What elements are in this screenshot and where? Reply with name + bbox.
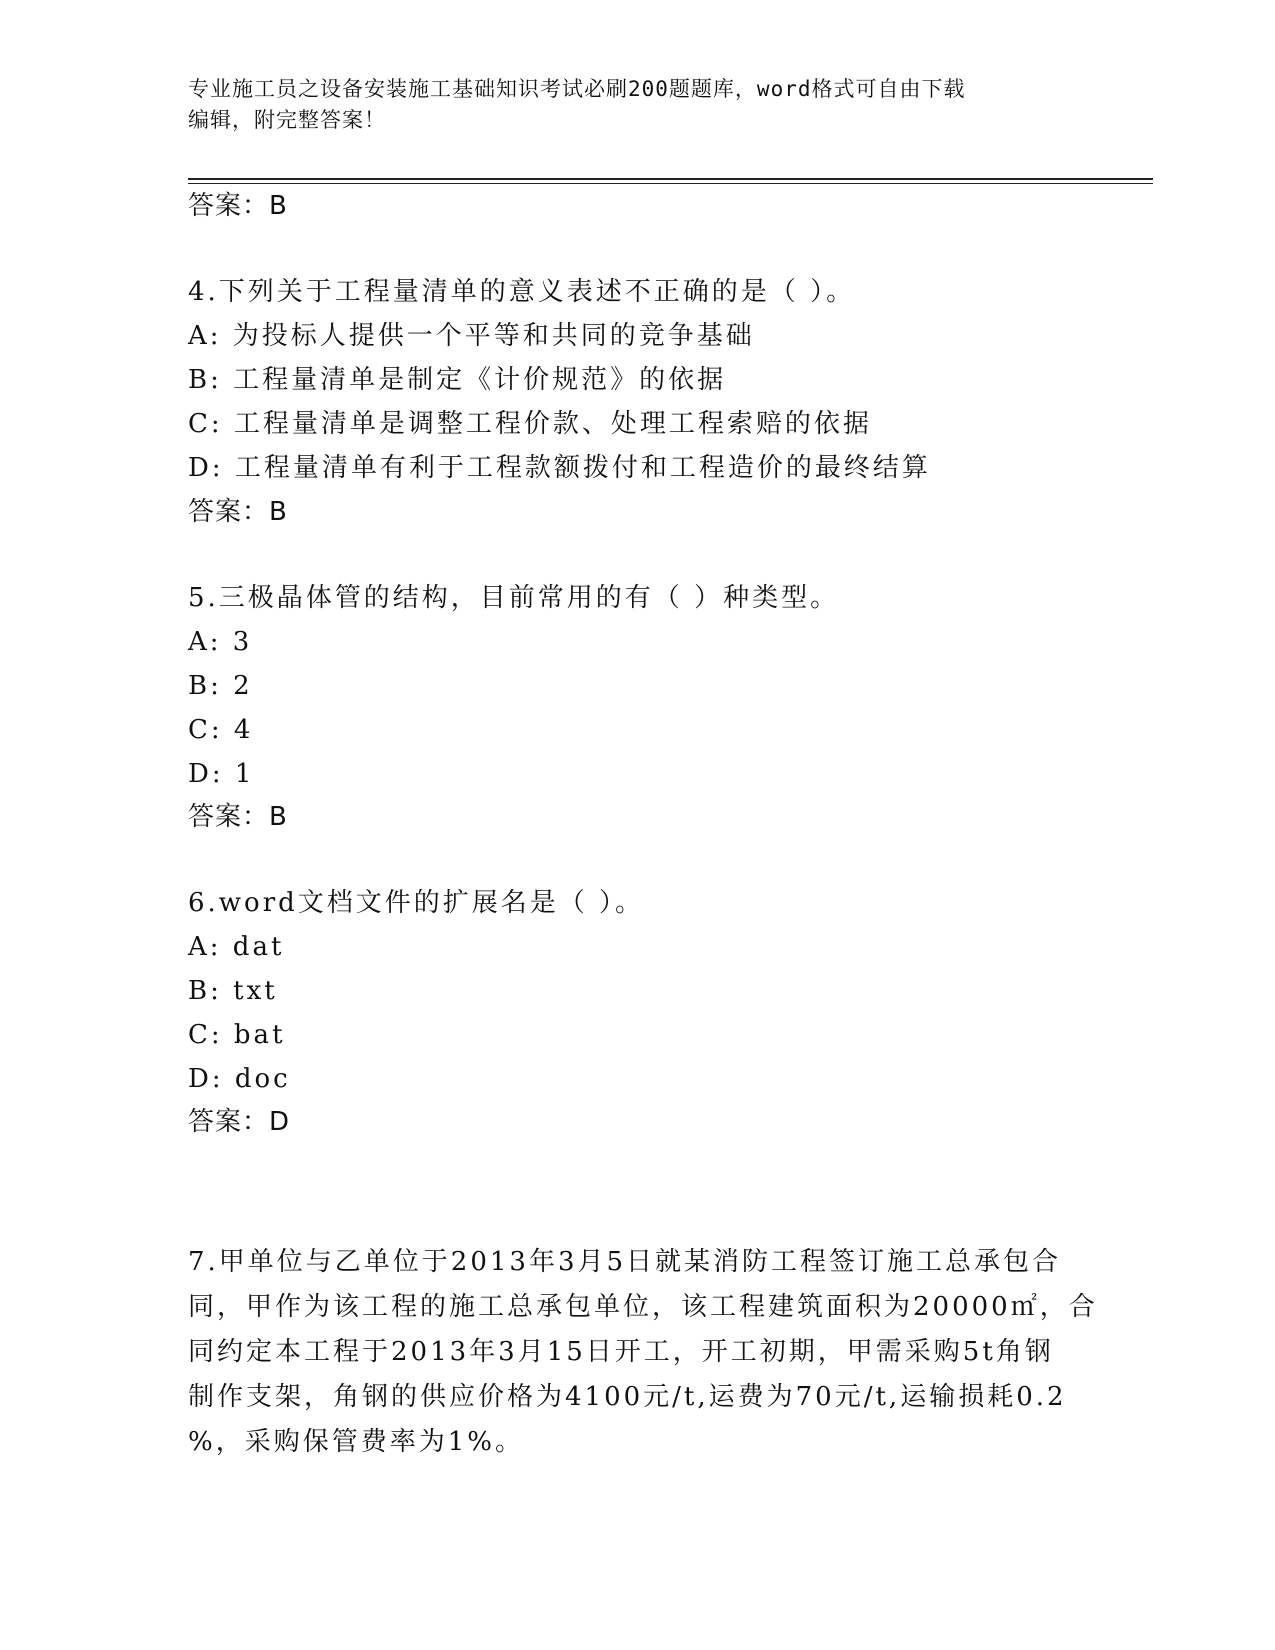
answer-q5: 答案：B (188, 802, 288, 832)
question-7-stem (188, 1240, 1098, 1465)
question-4-option-d: D: 工程量清单有利于工程款额拨付和工程造价的最终结算 (188, 453, 931, 483)
question-7-line: 制作支架，角钢的供应价格为4100元/t,运费为70元/t,运输损耗0.2 (188, 1382, 1067, 1412)
answer-q4: 答案：B (188, 497, 288, 527)
answer-q6: 答案：D (188, 1107, 291, 1137)
question-4-option-c: C: 工程量清单是调整工程价款、处理工程索赔的依据 (188, 409, 872, 439)
answer-q3: 答案：B (188, 191, 288, 221)
header-divider-thick (188, 178, 1153, 180)
question-7-line: %，采购保管费率为1%。 (188, 1427, 524, 1457)
question-5-option-d: D: 1 (188, 759, 255, 789)
question-5-stem: 5.三极晶体管的结构，目前常用的有（ ）种类型。 (188, 583, 840, 613)
header-divider-thin (188, 183, 1153, 184)
question-6-option-d: D: doc (188, 1064, 291, 1094)
header-line-1: 专业施工员之设备安装施工基础知识考试必刷200题题库，word格式可自由下载 (188, 77, 966, 101)
question-6-option-c: C: bat (188, 1020, 286, 1050)
question-7-line: 同约定本工程于2013年3月15日开工，开工初期，甲需采购5t角钢 (188, 1337, 1054, 1367)
question-5-option-b: B: 2 (188, 671, 253, 701)
question-6-option-a: A: dat (188, 932, 285, 962)
question-5-option-c: C: 4 (188, 715, 254, 745)
question-4-option-b: B: 工程量清单是制定《计价规范》的依据 (188, 365, 727, 395)
question-6-stem: 6.word文档文件的扩展名是（ ）。 (188, 888, 645, 918)
header-line-2: 编辑，附完整答案！ (188, 108, 386, 132)
question-4-stem: 4.下列关于工程量清单的意义表述不正确的是（ ）。 (188, 277, 856, 307)
question-7-line: 7.甲单位与乙单位于2013年3月5日就某消防工程签订施工总承包合 (188, 1247, 1062, 1277)
document-header (188, 74, 1068, 136)
question-5-option-a: A: 3 (188, 627, 253, 657)
question-4-option-a: A: 为投标人提供一个平等和共同的竞争基础 (188, 321, 755, 351)
question-7-line: 同，甲作为该工程的施工总承包单位，该工程建筑面积为20000㎡，合 (188, 1292, 1098, 1322)
question-6-option-b: B: txt (188, 976, 278, 1006)
